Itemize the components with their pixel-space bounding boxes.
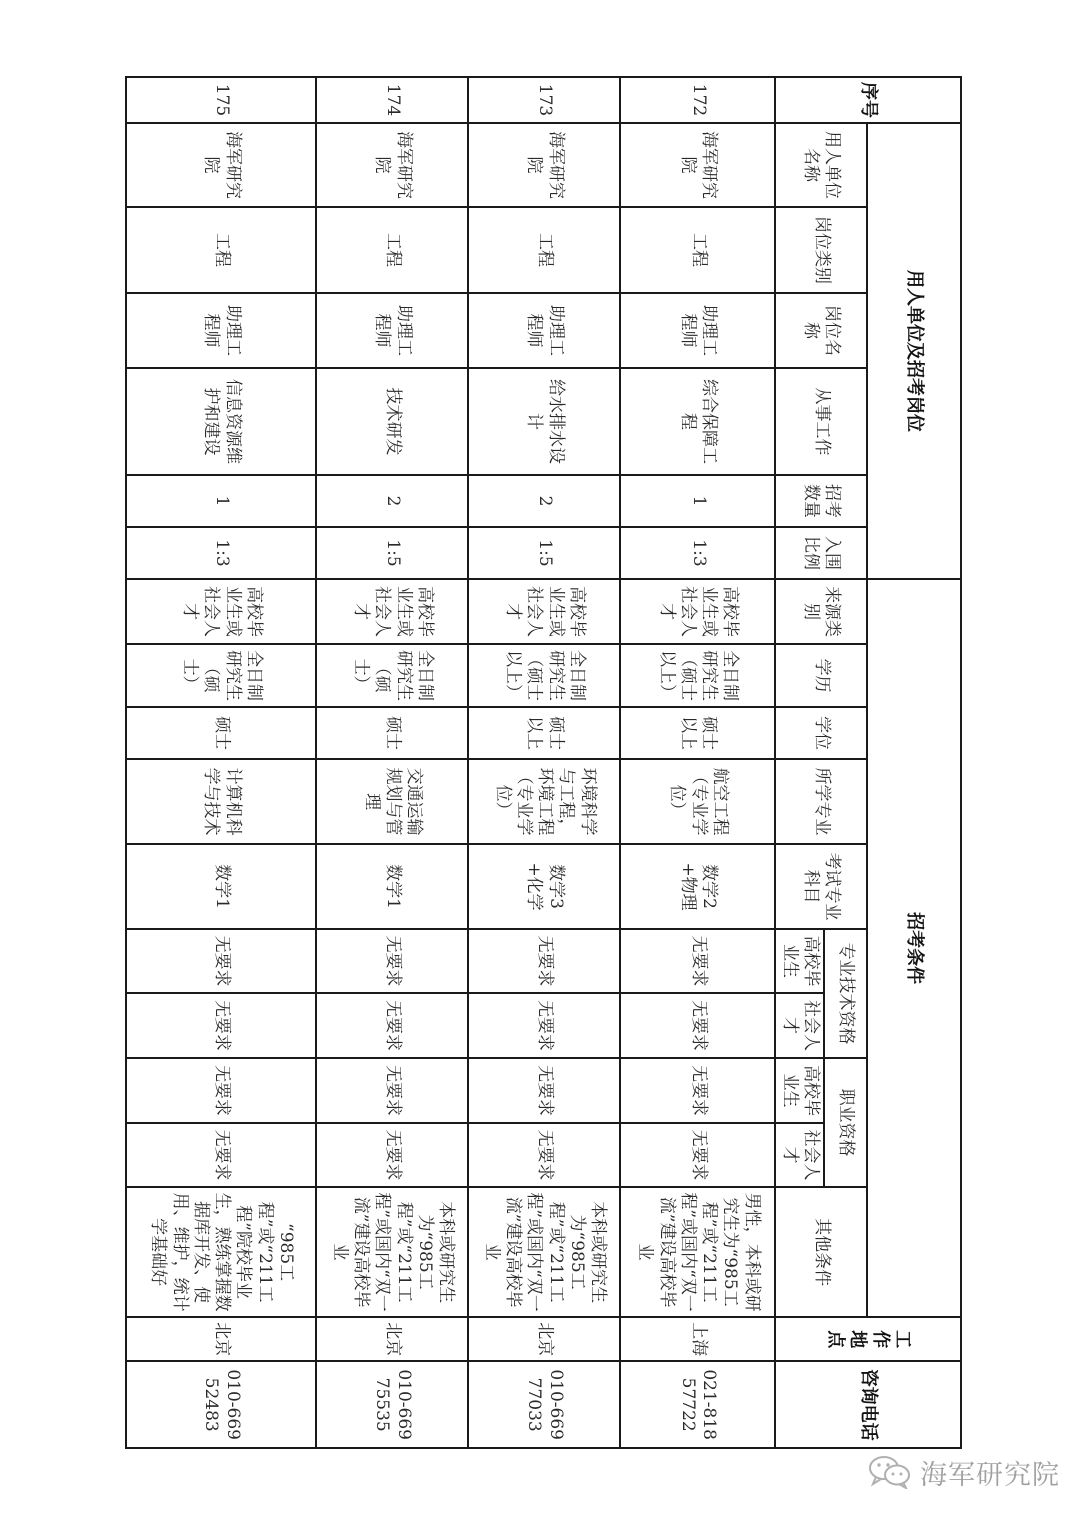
cell-major: 航空工程（专业学位） — [621, 759, 776, 844]
cell-voc-grad: 无要求 — [127, 1058, 317, 1123]
cell-degree: 硕士以上 — [469, 707, 621, 759]
cell-employer: 海军研究院 — [317, 123, 469, 207]
header-major: 所学专业 — [776, 759, 868, 844]
cell-post-name: 助理工程师 — [469, 293, 621, 368]
cell-other-conditions: 男性，本科或研究生为“985工程”或“211工程”或国内“双一流”建设高校毕业 — [621, 1187, 776, 1317]
cell-post-category: 工程 — [317, 207, 469, 293]
cell-post-category: 工程 — [127, 207, 317, 293]
watermark — [868, 1452, 1068, 1492]
header-voc-grad: 高校毕业生 — [776, 1058, 825, 1123]
cell-post-name: 助理工程师 — [317, 293, 469, 368]
cell-source: 高校毕业生或社会人才 — [621, 579, 776, 644]
header-tech-qualification: 专业技术资格 — [824, 929, 867, 1058]
cell-phone: 010-66977033 — [469, 1361, 621, 1448]
header-row-groups — [867, 77, 961, 1448]
cell-major: 计算机科学与技术 — [127, 759, 317, 844]
cell-seq: 173 — [469, 77, 621, 123]
header-seq: 序号 — [776, 77, 962, 123]
table-row — [469, 77, 621, 1448]
cell-work: 综合保障工程 — [621, 368, 776, 475]
watermark-text: 海军研究院 — [920, 1459, 1060, 1491]
header-phone: 咨询电话 — [776, 1361, 962, 1448]
header-other-conditions: 其他条件 — [776, 1187, 868, 1317]
header-voc-social: 社会人才 — [776, 1123, 825, 1187]
cell-other-conditions: 本科或研究生为“985工程”或“211工程”或国内“双一流”建设高校毕业 — [317, 1187, 469, 1317]
cell-post-name: 助理工程师 — [621, 293, 776, 368]
cell-employer: 海军研究院 — [127, 123, 317, 207]
cell-exam-subjects: 数学1 — [317, 844, 469, 929]
cell-tech-social: 无要求 — [127, 993, 317, 1058]
header-row-subgroups — [824, 77, 867, 1448]
header-ratio: 入围比例 — [776, 527, 868, 579]
cell-source: 高校毕业生或社会人才 — [469, 579, 621, 644]
header-group-conditions: 招考条件 — [867, 579, 961, 1317]
cell-education: 全日制研究生（硕士） — [127, 644, 317, 707]
cell-voc-social: 无要求 — [621, 1123, 776, 1187]
cell-ratio: 1:3 — [127, 527, 317, 579]
cell-voc-social: 无要求 — [317, 1123, 469, 1187]
cell-tech-grad: 无要求 — [317, 929, 469, 993]
header-exam-subjects: 考试专业科目 — [776, 844, 868, 929]
cell-education: 全日制研究生（硕士以上） — [469, 644, 621, 707]
cell-major: 交通运输规划与管理 — [317, 759, 469, 844]
cell-voc-social: 无要求 — [469, 1123, 621, 1187]
cell-location: 北京 — [469, 1317, 621, 1361]
cell-major: 环境科学与工程，环境工程（专业学位） — [469, 759, 621, 844]
header-post-category: 岗位类别 — [776, 207, 868, 293]
cell-source: 高校毕业生或社会人才 — [317, 579, 469, 644]
cell-degree: 硕士 — [127, 707, 317, 759]
header-post-name: 岗位名称 — [776, 293, 868, 368]
table-row — [621, 77, 776, 1448]
cell-quota: 2 — [469, 475, 621, 527]
cell-exam-subjects: 数学1 — [127, 844, 317, 929]
cell-other-conditions: 本科或研究生为“985工程”或“211工程”或国内“双一流”建设高校毕业 — [469, 1187, 621, 1317]
cell-quota: 1 — [127, 475, 317, 527]
cell-location: 北京 — [317, 1317, 469, 1361]
recruitment-table — [126, 76, 963, 1449]
table-row — [317, 77, 469, 1448]
cell-source: 高校毕业生或社会人才 — [127, 579, 317, 644]
cell-education: 全日制研究生（硕士以上） — [621, 644, 776, 707]
cell-location: 上海 — [621, 1317, 776, 1361]
table-row — [127, 77, 317, 1448]
cell-seq: 175 — [127, 77, 317, 123]
cell-voc-grad: 无要求 — [621, 1058, 776, 1123]
cell-tech-social: 无要求 — [621, 993, 776, 1058]
cell-phone: 010-66952483 — [127, 1361, 317, 1448]
header-location: 工作地点 — [776, 1317, 962, 1361]
cell-exam-subjects: 数学3+化学 — [469, 844, 621, 929]
header-quota: 招考数量 — [776, 475, 868, 527]
cell-ratio: 1:5 — [317, 527, 469, 579]
header-source: 来源类别 — [776, 579, 868, 644]
header-degree: 学位 — [776, 707, 868, 759]
cell-tech-grad: 无要求 — [621, 929, 776, 993]
cell-post-name: 助理工程师 — [127, 293, 317, 368]
cell-work: 信息资源维护和建设 — [127, 368, 317, 475]
header-group-employer-post: 用人单位及招考岗位 — [867, 123, 961, 579]
header-employer: 用人单位名称 — [776, 123, 868, 207]
header-education: 学历 — [776, 644, 868, 707]
header-tech-social: 社会人才 — [776, 993, 825, 1058]
cell-exam-subjects: 数学2+物理 — [621, 844, 776, 929]
cell-education: 全日制研究生（硕士） — [317, 644, 469, 707]
cell-seq: 174 — [317, 77, 469, 123]
cell-work: 技术研发 — [317, 368, 469, 475]
cell-ratio: 1:5 — [469, 527, 621, 579]
cell-quota: 2 — [317, 475, 469, 527]
wechat-icon — [868, 1455, 912, 1489]
cell-tech-social: 无要求 — [469, 993, 621, 1058]
header-work: 从事工作 — [776, 368, 868, 475]
cell-voc-social: 无要求 — [127, 1123, 317, 1187]
cell-voc-grad: 无要求 — [469, 1058, 621, 1123]
header-vocational-qualification: 职业资格 — [824, 1058, 867, 1187]
header-tech-grad: 高校毕业生 — [776, 929, 825, 993]
cell-employer: 海军研究院 — [469, 123, 621, 207]
cell-other-conditions: “985工程”或“211工程”院校毕业生，熟练掌握数据库开发、使用、维护，统计学基础好 — [127, 1187, 317, 1317]
cell-phone: 010-66975535 — [317, 1361, 469, 1448]
cell-voc-grad: 无要求 — [317, 1058, 469, 1123]
cell-seq: 172 — [621, 77, 776, 123]
cell-tech-social: 无要求 — [317, 993, 469, 1058]
cell-tech-grad: 无要求 — [469, 929, 621, 993]
cell-employer: 海军研究院 — [621, 123, 776, 207]
cell-phone: 021-81857722 — [621, 1361, 776, 1448]
recruitment-table-sheet — [128, 76, 962, 1447]
cell-degree: 硕士 — [317, 707, 469, 759]
cell-tech-grad: 无要求 — [127, 929, 317, 993]
cell-post-category: 工程 — [621, 207, 776, 293]
cell-ratio: 1:3 — [621, 527, 776, 579]
cell-quota: 1 — [621, 475, 776, 527]
cell-work: 给水排水设计 — [469, 368, 621, 475]
cell-post-category: 工程 — [469, 207, 621, 293]
cell-location: 北京 — [127, 1317, 317, 1361]
cell-degree: 硕士以上 — [621, 707, 776, 759]
